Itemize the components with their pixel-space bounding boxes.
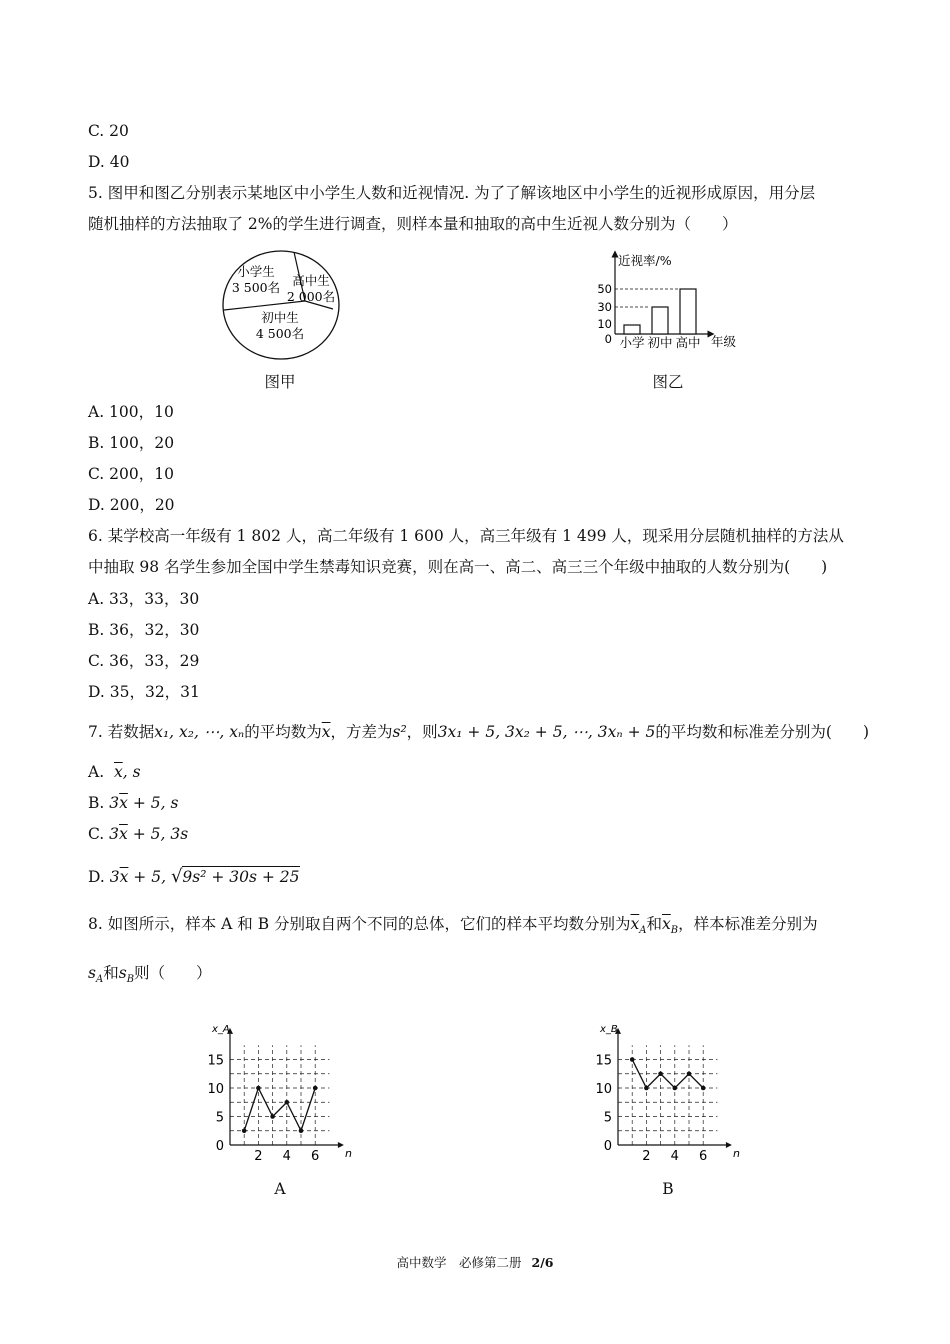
- chart-a-ytick-label: 0: [215, 1139, 224, 1154]
- footer-subject: 高中数学 必修第二册: [396, 1255, 522, 1270]
- q5-option-c: C. 200，10: [88, 465, 174, 483]
- line-chart-b: [588, 1010, 758, 1165]
- chart-b-ytick-label: 0: [603, 1139, 612, 1154]
- chart-a-point: [242, 1128, 247, 1133]
- q6-stem-line2: 中抽取 98 名学生参加全国中学生禁毒知识竞赛，则在高一、高二、高三三个年级中抽取的人数分别为( ): [88, 558, 828, 576]
- q8-sd-a-sub: A: [95, 974, 104, 986]
- pie-chart: [218, 249, 343, 361]
- sqrt-sign: √: [170, 866, 183, 887]
- q7-option-b-mean: $\overline{x}$: [119, 794, 128, 812]
- q8-stem-start: 8. 如图所示，样本 A 和 B 分别取自两个不同的总体，它们的样本平均数分别为: [88, 915, 631, 933]
- chart-a-ylabel: x_A: [212, 1024, 230, 1036]
- chart-a-point: [299, 1128, 304, 1133]
- q4-option-c: C. 20: [88, 122, 129, 140]
- pie-figure: [218, 249, 343, 361]
- q7-option-d-mean: $\overline{x}$: [119, 868, 129, 886]
- line-chart-b-caption: B: [662, 1180, 674, 1198]
- q7-option-d-coef: 3: [109, 868, 120, 886]
- chart-b-ylabel: x_B: [600, 1024, 618, 1036]
- q6-option-b: B. 36，32，30: [88, 621, 200, 639]
- bar-middle: [652, 307, 668, 334]
- q7-option-c-mean: $\overline{x}$: [119, 825, 128, 843]
- q7-option-c: [88, 824, 188, 844]
- bar-high: [680, 289, 696, 334]
- chart-b-ytick-label: 5: [603, 1110, 612, 1126]
- q7-option-c-rest: + 5, 3s: [127, 825, 189, 843]
- q8-stem-line2-end: 则（ ）: [134, 964, 212, 982]
- chart-a-point: [285, 1100, 290, 1105]
- bar-cat-primary: 小学: [619, 335, 645, 350]
- chart-a-ytick-label: 10: [207, 1082, 224, 1097]
- chart-a-point: [270, 1114, 275, 1119]
- chart-b-x-arrow: [726, 1142, 732, 1148]
- bar-caption: 图乙: [652, 373, 684, 391]
- chart-a-xtick-label: 6: [311, 1149, 320, 1164]
- bar-ylabel: 近视率/%: [618, 253, 672, 268]
- q8-sd-a: s: [88, 964, 96, 982]
- q7-mid2: ，方差为: [330, 723, 393, 741]
- q5-option-d: D. 200，20: [88, 496, 175, 514]
- q7-option-a-rest: , s: [122, 763, 141, 781]
- chart-b-point: [630, 1057, 635, 1062]
- q7-option-d: [88, 867, 300, 887]
- q7-data-expr: x₁, x₂, ⋯, xₙ: [154, 723, 245, 741]
- pie-caption: 图甲: [264, 373, 296, 391]
- chart-a-xtick-label: 2: [254, 1149, 263, 1164]
- q5-stem-line2: 随机抽样的方法抽取了 2%的学生进行调查，则样本量和抽取的高中生近视人数分别为（ ）: [88, 215, 738, 233]
- q7-transformed-expr: 3x₁ + 5, 3x₂ + 5, ⋯, 3xₙ + 5: [437, 723, 656, 741]
- q7-mid1: 的平均数为: [244, 723, 322, 741]
- line-chart-b-figure: [588, 1010, 758, 1165]
- pie-label-middle: 初中生: [261, 310, 299, 325]
- chart-a-ytick-label: 5: [215, 1110, 224, 1126]
- bar-cat-high: 高中: [675, 335, 701, 350]
- page-footer: [0, 1253, 950, 1271]
- q5-option-a: A. 100，10: [88, 403, 174, 421]
- q7-option-d-rest: + 5,: [128, 868, 171, 886]
- q5-stem-line1: 5. 图甲和图乙分别表示某地区中小学生人数和近视情况. 为了了解该地区中小学生的近视形成原因，用分层: [88, 184, 816, 202]
- bar-chart: [598, 248, 748, 356]
- q8-mean-b: $\overline{x}$: [662, 915, 671, 933]
- pie-label-high: 高中生: [292, 273, 330, 288]
- q7-option-a-label: A.: [88, 763, 105, 781]
- q7-option-b-label: B.: [88, 794, 105, 812]
- line-chart-a-caption: A: [274, 1180, 286, 1198]
- bar-tick-0: 0: [604, 332, 612, 346]
- bar-xlabel: 年级: [711, 334, 737, 349]
- chart-a-ytick-label: 15: [207, 1053, 224, 1069]
- chart-b-xlabel: n: [733, 1147, 741, 1160]
- chart-a-point: [256, 1086, 261, 1091]
- chart-b-point: [644, 1086, 649, 1091]
- q8-stem-line2: [88, 963, 212, 990]
- pie-value-primary: 3 500名: [231, 280, 281, 295]
- bar-primary: [624, 325, 640, 334]
- chart-b-xtick-label: 4: [670, 1149, 679, 1164]
- q6-option-c: C. 36，33，29: [88, 652, 200, 670]
- line-chart-a-figure: [200, 1010, 370, 1165]
- q8-stem-line1-end: ，样本标准差分别为: [678, 915, 818, 933]
- q8-sd-b: s: [118, 964, 127, 982]
- q8-mean-a: $\overline{x}$: [630, 915, 640, 933]
- chart-a-xlabel: n: [345, 1147, 353, 1160]
- q5-option-b: B. 100，20: [88, 434, 175, 452]
- q8-sd-b-sub: B: [126, 974, 135, 986]
- q7-option-c-label: C.: [88, 825, 105, 843]
- q7-prefix: 7. 若数据: [88, 723, 155, 741]
- bar-tick-10: 10: [598, 317, 612, 331]
- bar-cat-middle: 初中: [647, 335, 673, 350]
- q8-and-2: 和: [103, 964, 119, 982]
- chart-a-point: [313, 1086, 318, 1091]
- chart-a-x-arrow: [338, 1142, 344, 1148]
- q8-mean-b-sub: B: [670, 925, 679, 937]
- chart-b-point: [673, 1086, 678, 1091]
- q7-mean-symbol: $\overline{x}$: [321, 723, 331, 741]
- q8-mean-a-sub: A: [639, 925, 647, 937]
- chart-b-point: [687, 1071, 692, 1076]
- q7-option-a: [88, 762, 141, 782]
- chart-b-ytick-label: 10: [595, 1082, 612, 1097]
- chart-b-xtick-label: 2: [642, 1149, 651, 1164]
- chart-b-point: [658, 1071, 663, 1076]
- chart-a-xtick-label: 4: [282, 1149, 291, 1164]
- line-chart-a: [200, 1010, 370, 1165]
- q7-option-d-radicand: 9s² + 30s + 25: [182, 868, 300, 886]
- footer-page-number: 2/6: [531, 1255, 554, 1270]
- bar-tick-50: 50: [598, 282, 612, 296]
- bar-tick-30: 30: [598, 300, 612, 314]
- q8-stem-line1: [88, 914, 818, 941]
- q6-option-a: A. 33，33，30: [88, 590, 200, 608]
- q7-option-b-coef: 3: [109, 794, 120, 812]
- q7-variance-expr: s²: [392, 723, 407, 741]
- q7-option-b: [88, 793, 178, 813]
- bar-figure: [598, 248, 748, 356]
- q4-option-d: D. 40: [88, 153, 130, 171]
- q7-stem: [88, 722, 869, 742]
- q7-option-c-coef: 3: [109, 825, 120, 843]
- pie-label-primary: 小学生: [237, 264, 275, 279]
- q6-stem-line1: 6. 某学校高一年级有 1 802 人，高二年级有 1 600 人，高三年级有 1 499 人，现采用分层随机抽样的方法从: [88, 527, 844, 545]
- q7-option-d-label: D.: [88, 868, 105, 886]
- q7-option-a-mean: $\overline{x}$: [113, 763, 123, 781]
- q7-suffix: 的平均数和标准差分别为( ): [655, 723, 869, 741]
- q7-option-b-rest: + 5, s: [127, 794, 179, 812]
- chart-b-point: [701, 1086, 706, 1091]
- pie-value-middle: 4 500名: [255, 326, 305, 341]
- q6-option-d: D. 35，32，31: [88, 683, 200, 701]
- pie-value-high: 2 000名: [286, 289, 336, 304]
- q7-mid3: ，则: [406, 723, 438, 741]
- chart-a-series-line: [244, 1088, 315, 1131]
- chart-b-ytick-label: 15: [595, 1053, 612, 1069]
- chart-b-xtick-label: 6: [699, 1149, 708, 1164]
- q8-and-1: 和: [646, 915, 663, 933]
